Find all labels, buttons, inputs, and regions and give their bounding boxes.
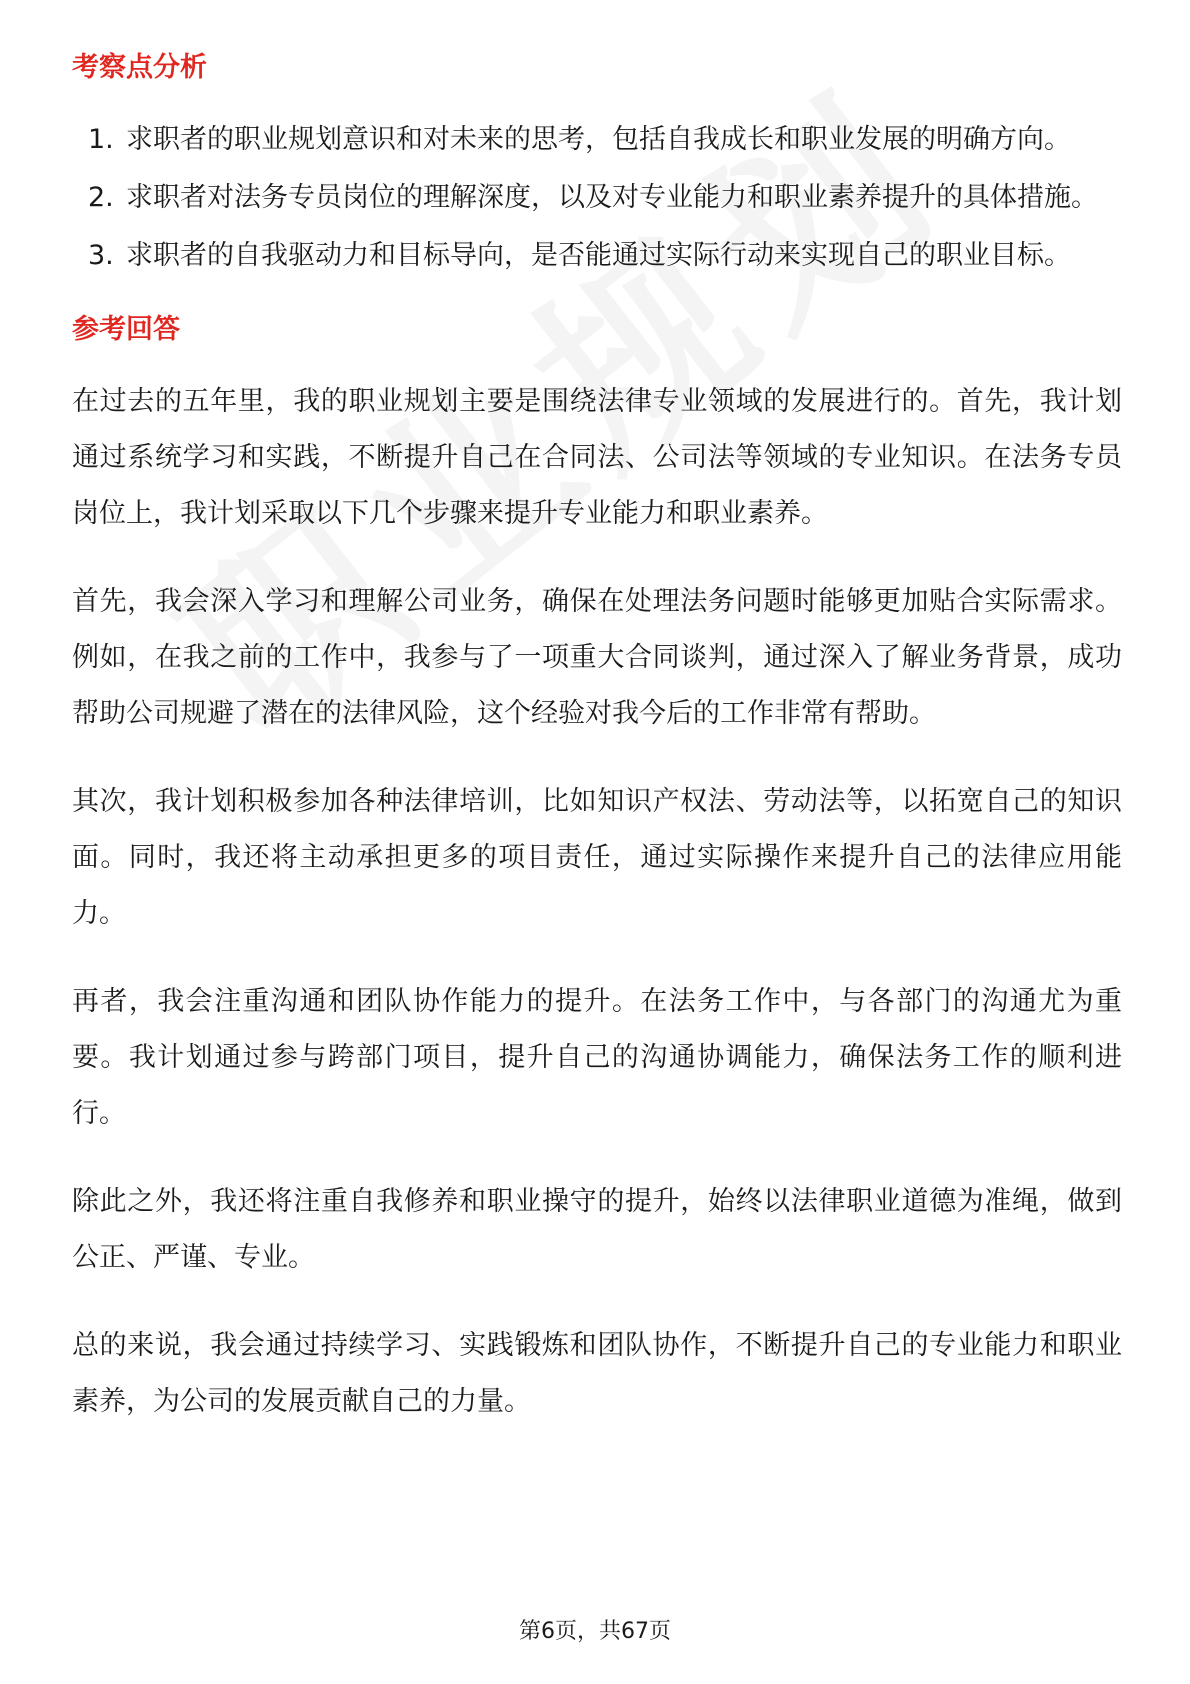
- list-item-number: 2.: [88, 182, 114, 213]
- section-title-answer: 参考回答: [72, 314, 180, 345]
- list-item: [72, 112, 1122, 168]
- list-item-text: 求职者对法务专员岗位的理解深度，以及对专业能力和职业素养提升的具体措施。: [126, 182, 1098, 213]
- page-content: [72, 48, 1122, 1462]
- list-item-text: 求职者的职业规划意识和对未来的思考，包括自我成长和职业发展的明确方向。: [126, 124, 1071, 155]
- list-item-number: 1.: [88, 124, 114, 155]
- answer-paragraph: 在过去的五年里，我的职业规划主要是围绕法律专业领域的发展进行的。首先，我计划通过系统学习和实践，不断提升自己在合同法、公司法等领域的专业知识。在法务专员岗位上，我计划采取以下几个步骤来提升专业能力和职业素养。: [72, 386, 1122, 529]
- list-item-text: 求职者的自我驱动力和目标导向，是否能通过实际行动来实现自己的职业目标。: [126, 240, 1071, 271]
- answer-paragraph: 其次，我计划积极参加各种法律培训，比如知识产权法、劳动法等，以拓宽自己的知识面。同时，我还将主动承担更多的项目责任，通过实际操作来提升自己的法律应用能力。: [72, 786, 1122, 929]
- page-number-footer: 第6页，共67页: [519, 1619, 671, 1644]
- analysis-list: [72, 112, 1122, 284]
- answer-paragraph: 首先，我会深入学习和理解公司业务，确保在处理法务问题时能够更加贴合实际需求。例如，在我之前的工作中，我参与了一项重大合同谈判，通过深入了解业务背景，成功帮助公司规避了潜在的法律风险，这个经验对我今后的工作非常有帮助。: [72, 586, 1122, 729]
- answer-paragraph: 总的来说，我会通过持续学习、实践锻炼和团队协作，不断提升自己的专业能力和职业素养，为公司的发展贡献自己的力量。: [72, 1330, 1122, 1417]
- list-item: [72, 170, 1122, 226]
- answer-paragraph: 除此之外，我还将注重自我修养和职业操守的提升，始终以法律职业道德为准绳，做到公正、严谨、专业。: [72, 1186, 1122, 1273]
- section-title-analysis: 考察点分析: [72, 52, 207, 83]
- list-item: [72, 228, 1122, 284]
- answer-paragraph: 再者，我会注重沟通和团队协作能力的提升。在法务工作中，与各部门的沟通尤为重要。我计划通过参与跨部门项目，提升自己的沟通协调能力，确保法务工作的顺利进行。: [72, 986, 1122, 1129]
- list-item-number: 3.: [88, 240, 114, 271]
